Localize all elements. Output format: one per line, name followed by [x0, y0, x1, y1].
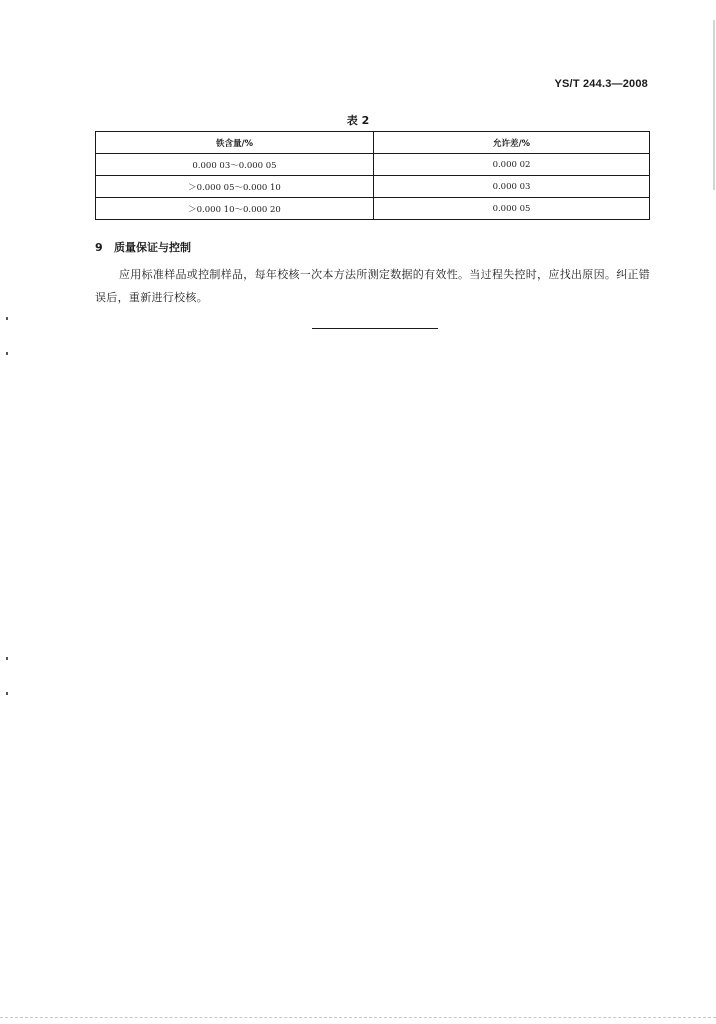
end-of-standard-rule: [312, 328, 438, 329]
scan-speck: [6, 657, 8, 660]
scan-edge-artifact: [713, 20, 715, 190]
iron-content-cell: 0.000 03～0.000 05: [96, 154, 374, 176]
tolerance-cell: 0.000 03: [374, 176, 650, 198]
table-row: [96, 198, 650, 220]
section-number: 9: [95, 241, 103, 254]
scan-bottom-artifact: [0, 1017, 716, 1018]
section-heading: [95, 239, 191, 255]
iron-content-cell: ＞0.000 05～0.000 10: [96, 176, 374, 198]
column-header-tolerance: 允许差/%: [374, 132, 650, 154]
iron-content-cell: ＞0.000 10～0.000 20: [96, 198, 374, 220]
table-header-row: [96, 132, 650, 154]
scan-speck: [6, 317, 8, 320]
section-title: 质量保证与控制: [114, 241, 191, 254]
standard-code: YS/T 244.3—2008: [554, 78, 648, 90]
tolerance-cell: 0.000 02: [374, 154, 650, 176]
tolerance-cell: 0.000 05: [374, 198, 650, 220]
table-row: [96, 176, 650, 198]
column-header-iron-content: 铁含量/%: [96, 132, 374, 154]
scan-speck: [6, 692, 8, 695]
table-caption: 表 2: [346, 114, 370, 127]
section-paragraph: 应用标准样品或控制样品，每年校核一次本方法所测定数据的有效性。当过程失控时，应找出原因。纠正错误后，重新进行校核。: [95, 268, 651, 304]
table-row: [96, 154, 650, 176]
scan-speck: [6, 352, 8, 355]
tolerance-table: [95, 131, 650, 220]
